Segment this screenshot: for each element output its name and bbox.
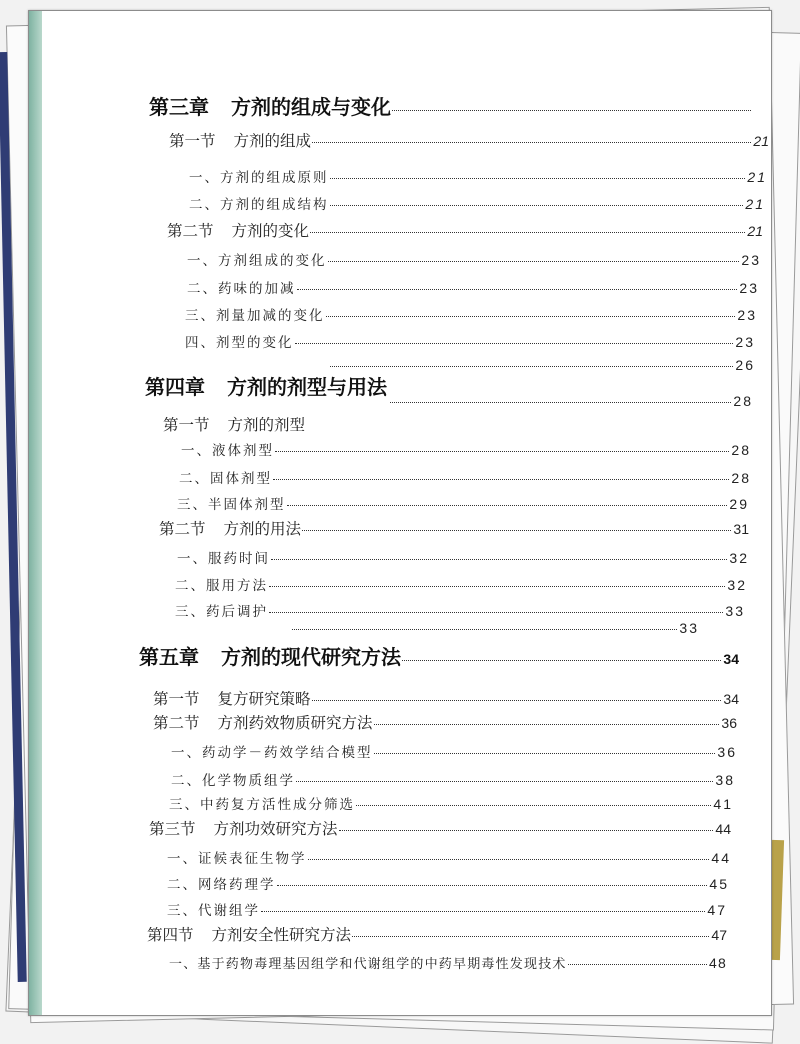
dot-leader [312, 142, 751, 143]
dot-leader [297, 289, 738, 290]
toc-item-entry[interactable]: 四、剂型的变化 23 [185, 334, 755, 351]
page-number: 38 [715, 772, 735, 788]
dot-leader [568, 964, 707, 965]
page-number: 33 [725, 603, 745, 619]
toc-item-entry[interactable]: 一、方剂组成的变化 23 [187, 252, 761, 269]
page-number: 44 [711, 850, 731, 866]
toc-item-entry[interactable]: 一、方剂的组成原则 21 [189, 169, 767, 186]
page-number: 28 [731, 470, 751, 486]
page-number: 32 [729, 550, 749, 566]
toc-item-entry[interactable]: 三、半固体剂型 29 [177, 496, 749, 513]
toc-item-entry[interactable]: 一、药动学－药效学结合模型 36 [171, 744, 737, 761]
page-number: 21 [753, 133, 769, 149]
dot-leader [328, 261, 740, 262]
toc-item-entry[interactable]: 三、剂量加减的变化 23 [185, 307, 757, 324]
page-number: 28 [731, 442, 751, 458]
page-number: 29 [729, 496, 749, 512]
toc-item-entry[interactable]: 三、中药复方活性成分筛选 41 [169, 796, 733, 813]
dot-leader [271, 559, 727, 560]
toc-item-entry[interactable]: 一、证候表征生物学 44 [167, 850, 731, 867]
page-number: 21 [747, 169, 767, 185]
dot-leader [269, 612, 723, 613]
dot-leader [295, 343, 734, 344]
page-number: 41 [713, 796, 733, 812]
page-number: 31 [733, 521, 749, 537]
page-number: 23 [739, 280, 759, 296]
toc-section-entry[interactable]: 第三节 方剂功效研究方法 44 [149, 820, 731, 838]
page-number: 48 [709, 955, 727, 971]
page-number: 45 [709, 876, 729, 892]
book-spine-edge [29, 11, 42, 1015]
page-number: 21 [747, 223, 763, 239]
dot-leader [330, 366, 733, 367]
page-number: 44 [715, 821, 731, 837]
toc-page [28, 10, 772, 1016]
page-number: 47 [707, 902, 727, 918]
dot-leader [310, 232, 745, 233]
page-number: 34 [723, 651, 739, 667]
page-number: 36 [717, 744, 737, 760]
chapter-4-heading[interactable]: 第四章 方剂的剂型与用法 [145, 377, 387, 399]
toc-item-entry[interactable]: 一、基于药物毒理基因组学和代谢组学的中药早期毒性发现技术 48 [169, 955, 727, 972]
dot-leader [326, 316, 736, 317]
dot-leader [302, 530, 731, 531]
page-number: 23 [737, 307, 757, 323]
dot-leader [296, 781, 713, 782]
toc-item-entry[interactable]: 二、方剂的组成结构 21 [189, 196, 765, 213]
page-number: 23 [741, 252, 761, 268]
page-number: 23 [735, 334, 755, 350]
dot-leader [273, 479, 729, 480]
page-number: 47 [711, 927, 727, 943]
toc-item-entry[interactable]: 二、网络药理学 45 [167, 876, 729, 893]
toc-section-entry[interactable]: 第二节 方剂的用法 31 [159, 520, 749, 538]
dot-leader [287, 505, 728, 506]
toc-section-entry[interactable]: 第二节 方剂药效物质研究方法 36 [153, 714, 737, 732]
dot-leader [392, 110, 751, 111]
page-number: 28 [733, 393, 753, 409]
toc-item-entry[interactable]: 二、固体剂型 28 [179, 470, 751, 487]
dot-leader [339, 830, 714, 831]
toc-section-entry[interactable]: 第一节 复方研究策略 34 [153, 690, 739, 708]
chapter-3-heading[interactable]: 第三章 方剂的组成与变化 [149, 91, 769, 120]
toc-blank-entry[interactable] [389, 393, 753, 409]
dot-leader [312, 700, 722, 701]
dot-leader [374, 753, 716, 754]
toc-section-entry[interactable]: 第二节 方剂的变化 21 [167, 222, 763, 240]
chapter-5-heading[interactable]: 第五章 方剂的现代研究方法 34 [139, 647, 739, 669]
toc-blank-entry[interactable] [291, 620, 699, 636]
dot-leader [277, 885, 708, 886]
dot-leader [292, 629, 677, 630]
dot-leader [269, 586, 725, 587]
dot-leader [330, 178, 746, 179]
page-number: 33 [679, 620, 699, 636]
toc-item-entry[interactable]: 二、服用方法 32 [175, 577, 747, 594]
dot-leader [352, 936, 709, 937]
dot-leader [308, 859, 710, 860]
page-number: 32 [727, 577, 747, 593]
page-number: 21 [745, 196, 765, 212]
toc-item-entry[interactable]: 三、药后调护 33 [175, 603, 745, 620]
page-number: 26 [735, 357, 755, 373]
dot-leader [390, 402, 731, 403]
toc-section-entry[interactable]: 第一节 方剂的剂型 [163, 416, 306, 434]
page-number: 36 [721, 715, 737, 731]
dot-leader [261, 911, 705, 912]
dot-leader [374, 724, 720, 725]
toc-item-entry[interactable]: 二、药味的加减 23 [187, 280, 759, 297]
dot-leader [330, 205, 744, 206]
dot-leader [402, 660, 721, 661]
toc-item-entry[interactable]: 一、液体剂型 28 [181, 442, 751, 459]
page-number: 34 [723, 691, 739, 707]
toc-section-entry[interactable]: 第四节 方剂安全性研究方法 47 [147, 926, 727, 944]
toc-item-entry[interactable]: 一、服药时间 32 [177, 550, 749, 567]
dot-leader [356, 805, 711, 806]
toc-item-entry[interactable]: 二、化学物质组学 38 [171, 772, 735, 789]
toc-section-entry[interactable]: 第一节 方剂的组成 21 [169, 132, 769, 150]
toc-item-entry[interactable]: 三、代谢组学 47 [167, 902, 727, 919]
dot-leader [275, 451, 729, 452]
